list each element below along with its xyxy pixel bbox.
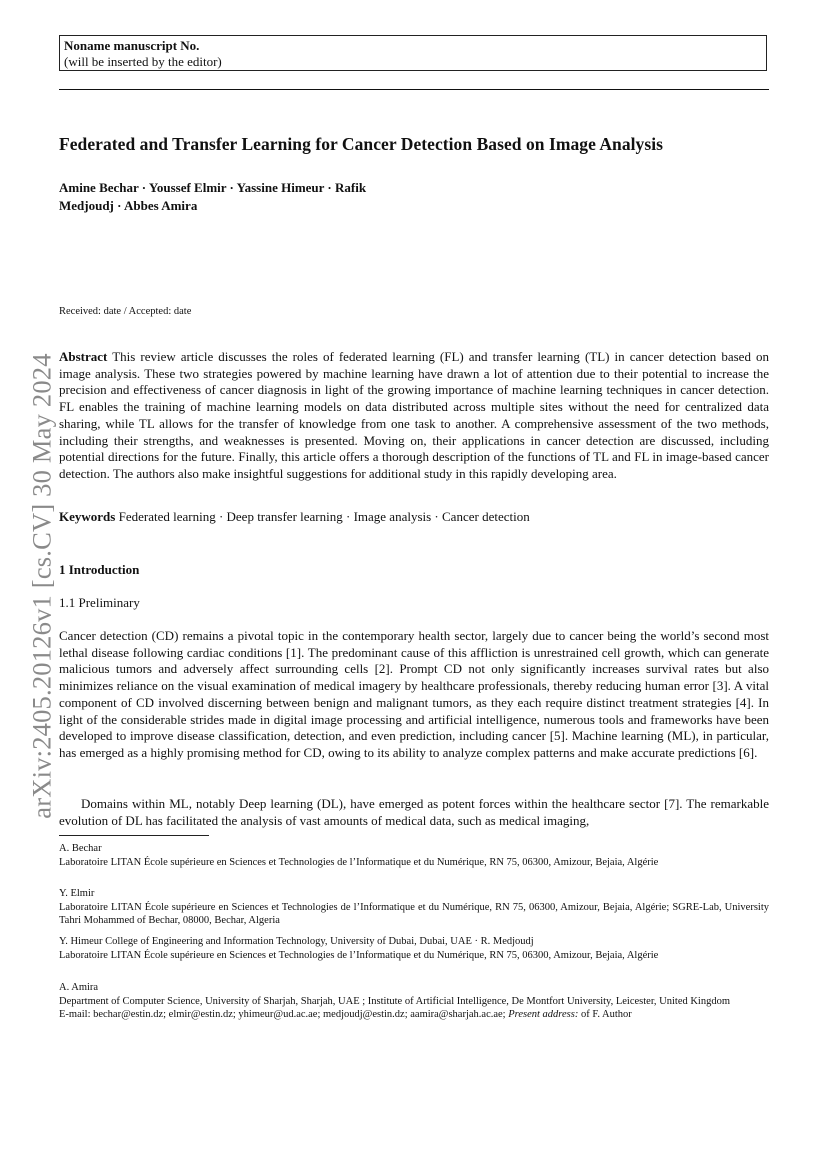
- paper-title: Federated and Transfer Learning for Cancer Detection Based on Image Analysis: [59, 134, 663, 154]
- abstract-label: Abstract: [59, 349, 108, 364]
- header-rule: [59, 89, 769, 90]
- footnote-author: Y. Himeur College of Engineering and Information Technology, University of Dubai, Dubai, UAE · R. Medjoudj: [59, 936, 534, 947]
- footnote-author: A. Bechar: [59, 843, 102, 854]
- manuscript-header-box: [59, 35, 767, 71]
- footnote-author: Y. Elmir: [59, 888, 95, 899]
- section-title: 1 Introduction: [59, 562, 140, 577]
- subsection-title: 1.1 Preliminary: [59, 595, 140, 610]
- footnote-rule: [59, 835, 209, 836]
- present-address-label: Present address:: [508, 1009, 579, 1020]
- keywords-label: Keywords: [59, 509, 116, 524]
- footnote-email-line: [59, 1008, 769, 1022]
- footnote-himeur-medjoudj: [59, 935, 769, 962]
- footnote-emails: E-mail: bechar@estin.dz; elmir@estin.dz; yhimeur@ud.ac.ae; medjoudj@estin.dz; aamira@sharjah.ac.ae;: [59, 1009, 506, 1020]
- intro-paragraph-1: Cancer detection (CD) remains a pivotal topic in the contemporary health sector, largely due to cancer being the world’s second most lethal disease following cardiac conditions [1]. The predominant cause of this affliction is unrestrained cell growth, which can generate malicious tumors and adversely affect surrounding cells [2]. Prompt CD not only significantly increases survival rates but also minimizes reliance on the visual examination of medical imagery by healthcare professionals, thereby reducing human error [3]. A vital component of CD involved discerning between benign and malignant tumors, as they each require distinct treatment strategies [4]. In light of the considerable strides made in digital image processing and artificial intelligence, numerous tools and frameworks have been developed to improve disease classification, detection, and even prediction, including cancer [5]. Machine learning (ML), in particular, has emerged as a highly promising method for CD, owing to its ability to analyze complex patterns and make accurate predictions [6].: [59, 628, 769, 760]
- present-address-value: of F. Author: [580, 1009, 632, 1020]
- author-list: [59, 179, 489, 215]
- abstract-text: This review article discusses the roles of federated learning (FL) and transfer learning (TL) in cancer detection based on image analysis. These two strategies powered by machine learning have drawn a lot of attention due to their potential to increase the precision and effectiveness of cancer diagnosis in light of the growing importance of machine learning techniques in cancer detection. FL enables the training of machine learning models on data distributed across multiple sites without the need for centralized data sharing, while TL allows for the transfer of knowledge from one task to another. A comprehensive assessment of the two methods, including their strengths, and weaknesses is presented. Moving on, their applications in cancer detection are discussed, including potential directions for the future. Finally, this article offers a thorough description of the functions of TL and FL in image-based cancer detection. The authors also make insightful suggestions for additional study in this rapidly developing area.: [59, 349, 769, 481]
- received-date: Received: date / Accepted: date: [59, 306, 192, 317]
- intro-paragraph-2: Domains within ML, notably Deep learning (DL), have emerged as potent forces within the healthcare sector [7]. The remarkable evolution of DL has facilitated the analysis of vast amounts of medical data, such as medical imaging,: [59, 796, 769, 828]
- footnote-affiliation: Laboratoire LITAN École supérieure en Sciences et Technologies de l’Informatique et du Numérique, RN 75, 06300, Amizour, Bejaia, Algérie: [59, 949, 659, 961]
- footnote-bechar: [59, 842, 769, 869]
- arxiv-identifier: arXiv:2405.20126v1 [cs.CV] 30 May 2024: [26, 353, 57, 819]
- footnote-amira: [59, 981, 769, 1022]
- keywords: [59, 509, 769, 526]
- footnote-elmir: [59, 887, 769, 928]
- footnote-author: A. Amira: [59, 982, 99, 993]
- abstract: [59, 349, 769, 483]
- authors-line-2: Medjoudj · Abbes Amira: [59, 198, 198, 213]
- footnote-affiliation: Laboratoire LITAN École supérieure en Sciences et Technologies de l’Informatique et du Numérique, RN 75, 06300, Amizour, Bejaia, Algérie: [59, 856, 659, 868]
- keywords-text: Federated learning · Deep transfer learning · Image analysis · Cancer detection: [118, 509, 530, 524]
- editor-note: (will be inserted by the editor): [64, 54, 222, 69]
- footnote-affiliation: Laboratoire LITAN École supérieure en Sciences et Technologies de l’Informatique et du Numérique, RN 75, 06300, Amizour, Bejaia, Algérie; SGRE-Lab, University Tahri Mohammed of Bechar, 08000, Bechar, Algeria: [59, 901, 769, 926]
- authors-line-1: Amine Bechar · Youssef Elmir · Yassine Himeur · Rafik: [59, 180, 367, 195]
- footnote-affiliation: Department of Computer Science, University of Sharjah, Sharjah, UAE ; Institute of Artificial Intelligence, De Montfort University, Leicester, United Kingdom: [59, 995, 731, 1007]
- manuscript-number: Noname manuscript No.: [64, 38, 200, 53]
